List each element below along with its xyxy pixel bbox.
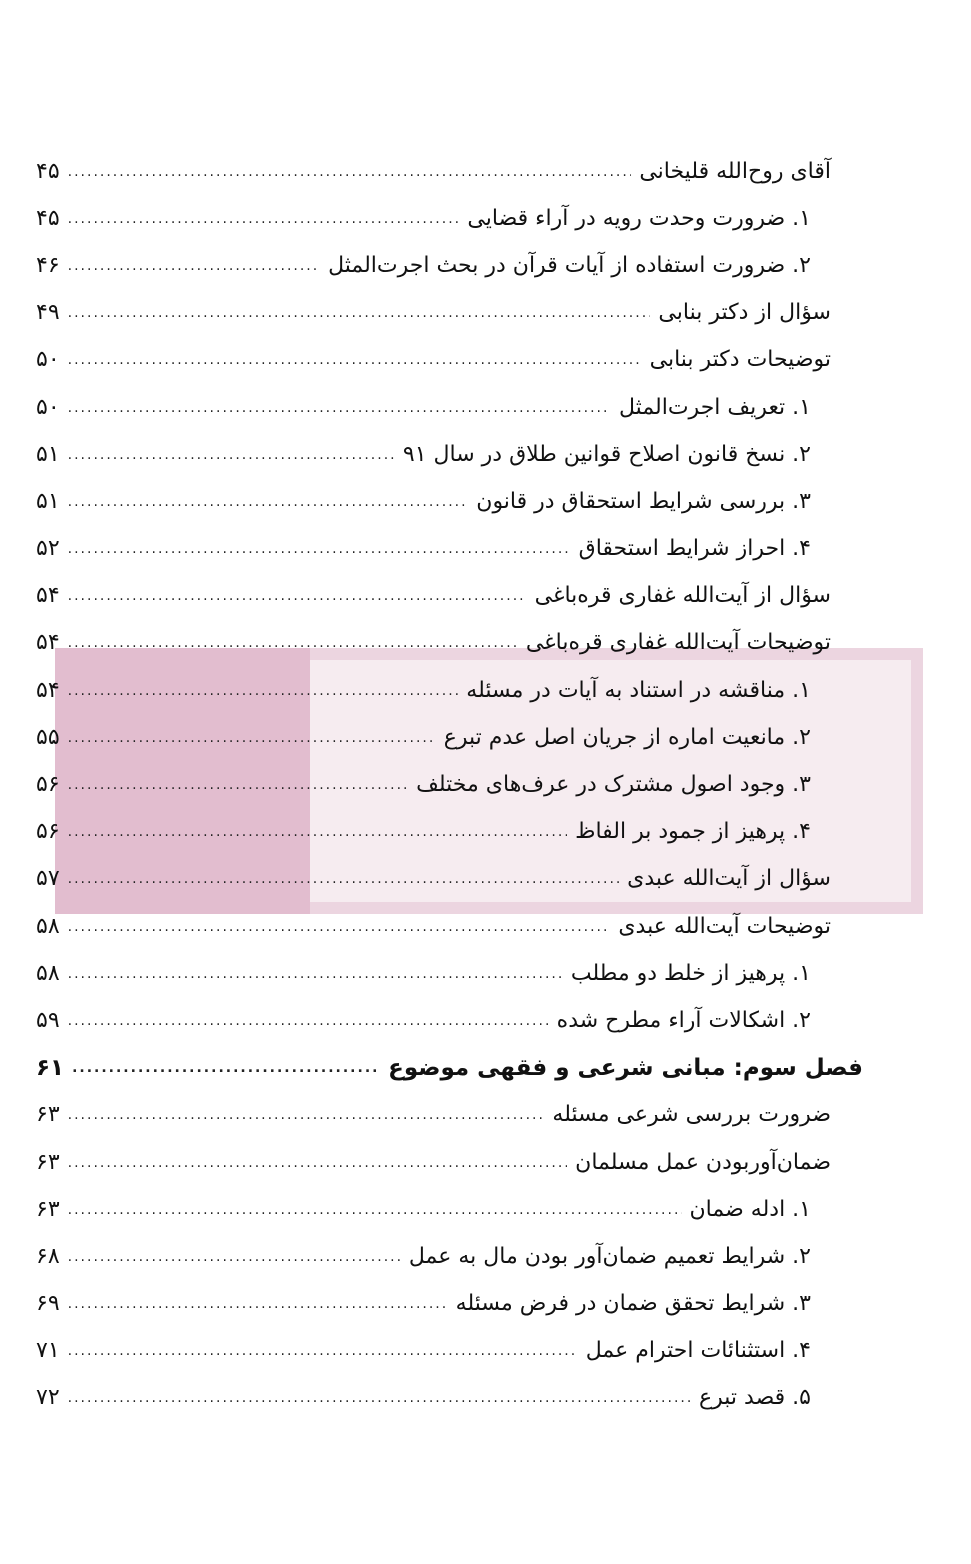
leader-dots [68, 1014, 549, 1028]
leader-dots [68, 778, 408, 792]
leader-dots [68, 920, 611, 934]
toc-page: ۴۶ [36, 252, 60, 278]
toc-title: ۳. وجود اصول مشترک در عرف‌های مختلف [416, 772, 811, 798]
toc-page: ۵۲ [36, 536, 60, 562]
leader-dots [68, 684, 459, 698]
toc-title: توضیحات دکتر بنابی [649, 347, 831, 373]
toc-page: ۵۴ [36, 630, 60, 656]
leader-dots [68, 1391, 691, 1405]
toc-title: سؤال از دکتر بنابی [658, 300, 831, 326]
toc-page: ۶۳ [36, 1149, 60, 1175]
toc-title: ۳. بررسی شرایط استحقاق در قانون [476, 488, 811, 514]
leader-dots [68, 401, 611, 415]
toc-page: ۴۵ [36, 158, 60, 184]
toc-entry [36, 1092, 831, 1139]
toc-entry [36, 667, 831, 714]
toc-title: ۳. شرایط تحقق ضمان در فرض مسئله [455, 1291, 811, 1317]
toc-entry [36, 148, 831, 195]
toc-entry [36, 761, 831, 808]
toc-title: ۱. تعریف اجرت‌المثل [619, 394, 811, 420]
toc-page: ۵۴ [36, 677, 60, 703]
toc-title: ۲. نسخ قانون اصلاح قوانین طلاق در سال ۹۱ [402, 441, 811, 467]
toc-page: ۷۱ [36, 1338, 60, 1364]
toc-title: ۲. اشکالات آراء مطرح شده [556, 1007, 811, 1033]
toc-entry [36, 714, 831, 761]
toc-entry [36, 1281, 831, 1328]
toc-title: سؤال از آیت‌الله عبدی [627, 866, 831, 892]
leader-dots [68, 636, 518, 650]
toc-entry [36, 1186, 831, 1233]
toc-title: سؤال از آیت‌الله غفاری قره‌باغی [534, 583, 831, 609]
leader-dots [68, 825, 567, 839]
toc-entry [36, 1328, 831, 1375]
table-of-contents [36, 148, 863, 1422]
toc-page: ۶۳ [36, 1102, 60, 1128]
toc-entry [36, 242, 831, 289]
toc-title: ۱. مناقشه در استناد به آیات در مسئله [466, 677, 811, 703]
toc-page: ۵۸ [36, 960, 60, 986]
toc-page: ۴۹ [36, 300, 60, 326]
chapter-title: فصل سوم: مبانی شرعی و فقهی موضوع [388, 1054, 863, 1081]
leader-dots [68, 212, 460, 226]
toc-page: ۶۸ [36, 1243, 60, 1269]
toc-title: ۱. ادله ضمان [689, 1196, 811, 1222]
toc-title: آقای روح‌الله قلیخانی [639, 158, 831, 184]
toc-entry [36, 856, 831, 903]
leader-dots [68, 731, 436, 745]
leader-dots [68, 353, 642, 367]
toc-page: ۵۵ [36, 724, 60, 750]
leader-dots [68, 967, 563, 981]
toc-page: ۵۰ [36, 347, 60, 373]
toc-entry [36, 573, 831, 620]
toc-entry [36, 526, 831, 573]
toc-title: ۲. ضرورت استفاده از آیات قرآن در بحث اجرت‌المثل [328, 252, 811, 278]
toc-entry [36, 431, 831, 478]
toc-page: ۵۷ [36, 866, 60, 892]
toc-entry [36, 290, 831, 337]
leader-dots [68, 1344, 578, 1358]
toc-chapter-entry [36, 1045, 863, 1092]
toc-entry [36, 620, 831, 667]
toc-entry [36, 384, 831, 431]
toc-entry [36, 337, 831, 384]
toc-page: ۴۵ [36, 205, 60, 231]
toc-title: ۵. قصد تبرع [699, 1385, 811, 1411]
leader-dots [68, 259, 320, 273]
leader-dots [68, 1156, 568, 1170]
leader-dots [68, 1108, 545, 1122]
leader-dots [68, 589, 527, 603]
toc-entry [36, 1233, 831, 1280]
toc-page: ۶۹ [36, 1291, 60, 1317]
toc-entry [36, 478, 831, 525]
toc-page: ۶۱ [36, 1054, 65, 1081]
leader-dots [68, 1203, 682, 1217]
toc-page: ۶۳ [36, 1196, 60, 1222]
toc-title: ۲. مانعیت اماره از جریان اصل عدم تبرع [443, 724, 811, 750]
leader-dots [68, 495, 469, 509]
toc-title: ۴. پرهیز از جمود بر الفاظ [575, 819, 811, 845]
toc-page: ۵۹ [36, 1007, 60, 1033]
toc-entry [36, 809, 831, 856]
leader-dots [68, 542, 571, 556]
toc-page: ۵۶ [36, 772, 60, 798]
leader-dots [68, 1250, 401, 1264]
toc-page: ۵۸ [36, 913, 60, 939]
toc-page: ۵۶ [36, 819, 60, 845]
toc-page: ۵۱ [36, 441, 60, 467]
leader-dots [72, 1061, 380, 1075]
toc-entry [36, 950, 831, 997]
toc-title: ضمان‌آوربودن عمل مسلمان [575, 1149, 831, 1175]
toc-title: ۴. احراز شرایط استحقاق [578, 536, 811, 562]
toc-page: ۵۱ [36, 488, 60, 514]
leader-dots [68, 448, 395, 462]
toc-title: ۱. پرهیز از خلط دو مطلب [570, 960, 811, 986]
toc-title: توضیحات آیت‌الله عبدی [618, 913, 831, 939]
toc-title: ۱. ضرورت وحدت رویه در آراء قضایی [467, 205, 811, 231]
toc-entry [36, 1139, 831, 1186]
toc-entry [36, 1375, 831, 1422]
toc-title: ۴. استثنائات احترام عمل [585, 1338, 811, 1364]
toc-entry [36, 195, 831, 242]
toc-entry [36, 997, 831, 1044]
toc-page: ۵۴ [36, 583, 60, 609]
leader-dots [68, 306, 651, 320]
toc-entry [36, 903, 831, 950]
leader-dots [68, 872, 619, 886]
toc-title: ۲. شرایط تعمیم ضمان‌آور بودن مال به عمل [408, 1243, 811, 1269]
toc-title: ضرورت بررسی شرعی مسئله [552, 1102, 831, 1128]
toc-page: ۵۰ [36, 394, 60, 420]
toc-title: توضیحات آیت‌الله غفاری قره‌باغی [525, 630, 831, 656]
leader-dots [68, 1297, 448, 1311]
toc-page: ۷۲ [36, 1385, 60, 1411]
leader-dots [68, 165, 632, 179]
